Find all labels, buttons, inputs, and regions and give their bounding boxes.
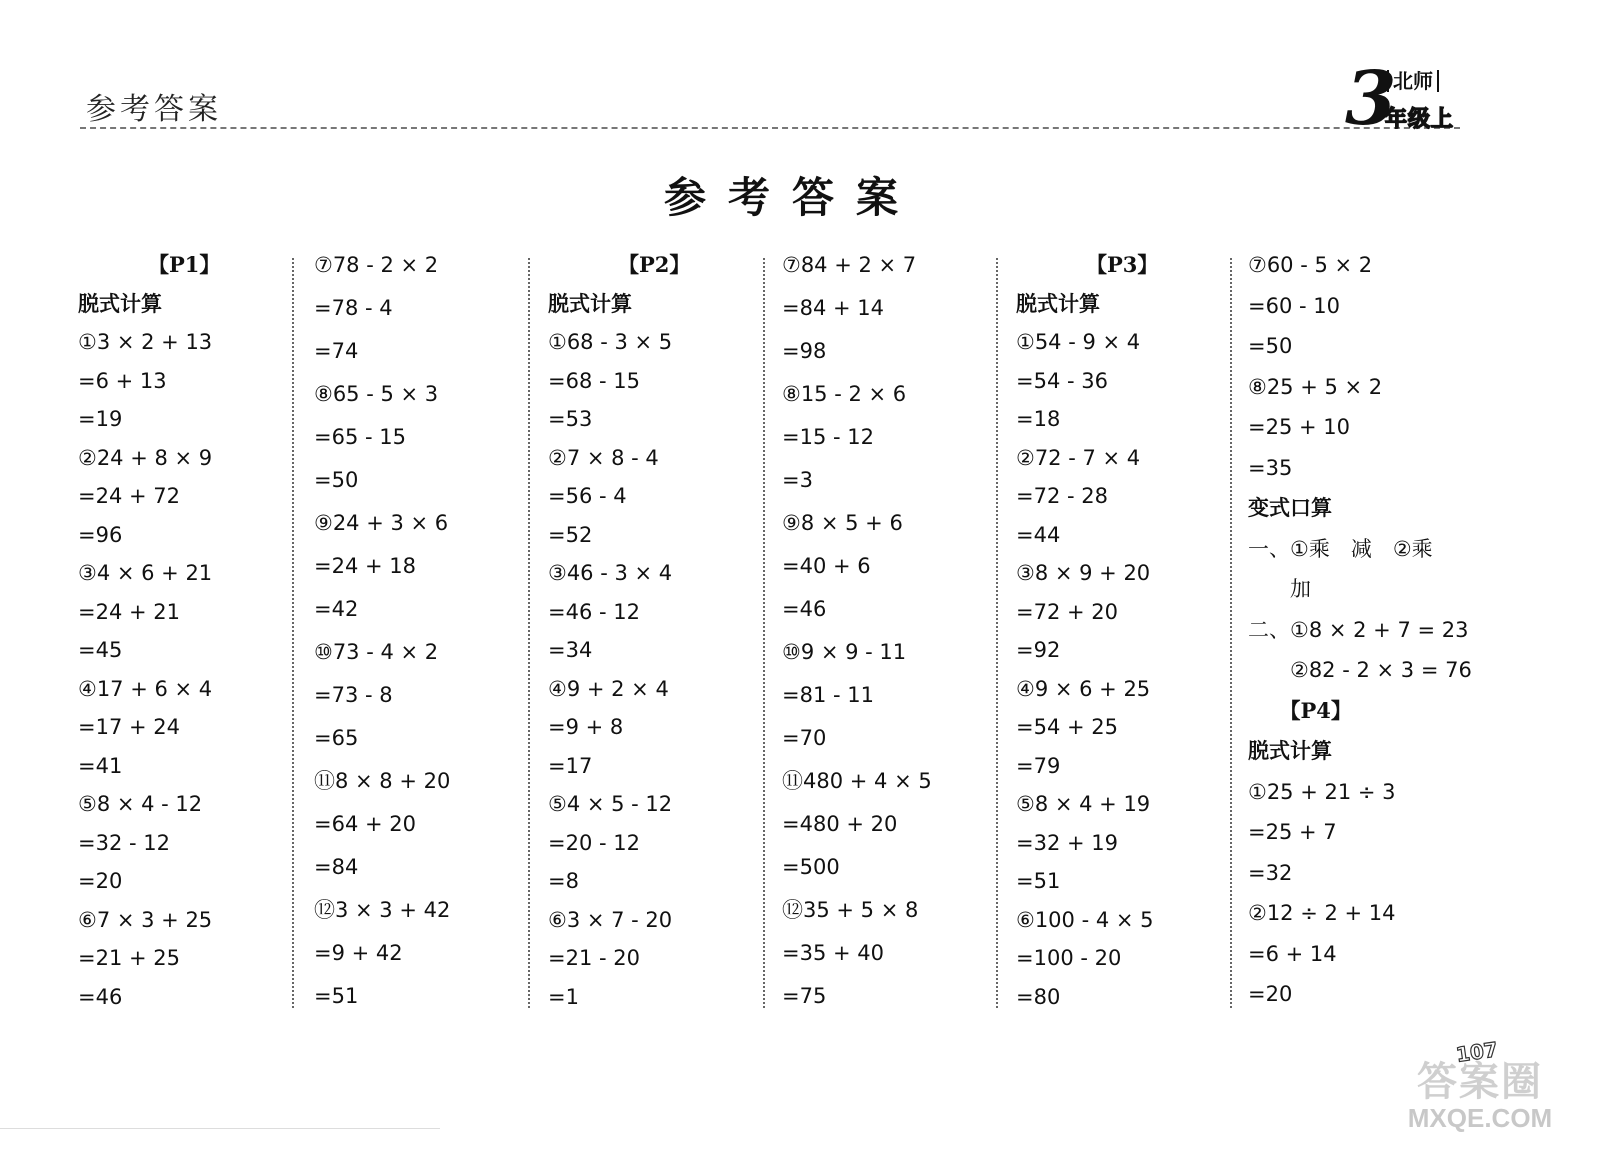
answer-line: =46 — [78, 984, 123, 1009]
answer-line: ④9 + 2 × 4 — [548, 676, 669, 701]
answer-line: =65 - 15 — [314, 425, 406, 449]
answer-line: =40 + 6 — [782, 554, 871, 578]
answer-line: ⑪8 × 8 + 20 — [314, 769, 451, 793]
answer-line: ⑦84 + 2 × 7 — [782, 253, 917, 277]
answer-line: =24 + 21 — [78, 599, 180, 624]
answer-line: ①54 - 9 × 4 — [1016, 330, 1141, 354]
answer-line: =46 — [782, 597, 827, 621]
answer-column-3 — [548, 250, 748, 1010]
answer-line: =35 + 40 — [782, 941, 884, 965]
answer-column-4 — [782, 250, 982, 1010]
subsection-heading: 脱式计算 — [78, 291, 162, 316]
answer-line: ①25 + 21 ÷ 3 — [1248, 779, 1396, 804]
answer-line: =81 - 11 — [782, 683, 874, 707]
subsection-heading: 脱式计算 — [1016, 291, 1100, 316]
section-heading: 【P1】 — [148, 252, 221, 277]
page-number: 107 — [1454, 1037, 1500, 1067]
answer-line: =17 — [548, 753, 593, 778]
answer-line: =35 — [1248, 455, 1293, 480]
answer-line: ⑧25 + 5 × 2 — [1248, 374, 1383, 399]
answer-line: =17 + 24 — [78, 715, 180, 739]
answer-line: ⑨8 × 5 + 6 — [782, 511, 903, 535]
answer-line: =80 — [1016, 984, 1061, 1009]
answer-line: =46 - 12 — [548, 599, 640, 624]
answer-line: =98 — [782, 339, 827, 363]
answer-line: =34 — [548, 638, 593, 662]
answer-line: =32 - 12 — [78, 830, 170, 855]
answer-line: ①3 × 2 + 13 — [78, 330, 213, 354]
answer-line: ①68 - 3 × 5 — [548, 330, 673, 354]
answer-line: =65 — [314, 726, 359, 750]
answer-line: =60 - 10 — [1248, 293, 1340, 318]
page-title: 参考答案 — [663, 173, 920, 222]
answer-line: ④17 + 6 × 4 — [78, 676, 213, 701]
column-divider — [996, 258, 998, 1008]
answer-line: =20 — [1248, 982, 1293, 1006]
answer-line: =25 + 7 — [1248, 820, 1337, 844]
answer-line: ⑦78 - 2 × 2 — [314, 253, 439, 277]
badge-number: 3 — [1345, 56, 1397, 142]
answer-line: =79 — [1016, 753, 1061, 778]
answer-line: ⑫35 + 5 × 8 — [782, 898, 919, 922]
answer-line: =78 - 4 — [314, 296, 393, 320]
answer-line: =32 + 19 — [1016, 830, 1118, 855]
answer-line: =100 - 20 — [1016, 946, 1122, 970]
answer-line: =32 — [1248, 860, 1293, 885]
header-title: 参考答案 — [86, 92, 222, 127]
answer-line: =54 + 25 — [1016, 715, 1118, 739]
answer-line: =84 — [314, 855, 359, 879]
subsection-heading: 脱式计算 — [548, 291, 632, 316]
answer-line: ③46 - 3 × 4 — [548, 561, 673, 585]
answer-line: =64 + 20 — [314, 812, 416, 836]
answer-line: =500 — [782, 855, 840, 879]
answer-line: ⑧15 - 2 × 6 — [782, 382, 907, 406]
answer-line: =51 — [314, 984, 359, 1008]
column-divider — [528, 258, 530, 1008]
answer-line: =20 — [78, 869, 123, 893]
subsection-heading: 变式口算 — [1248, 496, 1332, 520]
answer-line: =84 + 14 — [782, 296, 884, 320]
answer-line: ⑤8 × 4 + 19 — [1016, 792, 1151, 816]
answer-line: =18 — [1016, 407, 1061, 431]
watermark-cn: 答案圈 — [1417, 1060, 1543, 1104]
answer-line: =68 - 15 — [548, 368, 640, 393]
answer-line: ⑩9 × 9 - 11 — [782, 640, 907, 664]
answer-line: =1 — [548, 984, 579, 1009]
answer-line: =75 — [782, 984, 827, 1008]
answer-line: =74 — [314, 339, 359, 363]
answer-line: ⑥100 - 4 × 5 — [1016, 907, 1154, 932]
answer-line: ②7 × 8 - 4 — [548, 445, 659, 470]
answer-line: =480 + 20 — [782, 812, 898, 836]
answer-line: =44 — [1016, 522, 1061, 547]
answer-line: 加 — [1248, 577, 1311, 601]
section-heading: 【P4】 — [1248, 697, 1352, 723]
answer-line: =70 — [782, 726, 827, 750]
answer-line: =25 + 10 — [1248, 415, 1350, 439]
column-divider — [292, 258, 294, 1008]
answer-line: ②82 - 2 × 3 = 76 — [1248, 658, 1472, 682]
answer-line: ⑩73 - 4 × 2 — [314, 640, 439, 664]
answer-line: =50 — [314, 468, 359, 492]
grade-badge — [1345, 56, 1485, 142]
watermark-logo — [1400, 1050, 1560, 1150]
answer-line: =42 — [314, 597, 359, 621]
answer-line: ⑫3 × 3 + 42 — [314, 898, 451, 922]
answer-line: =41 — [78, 753, 123, 778]
section-heading: 【P3】 — [1086, 252, 1159, 277]
answer-line: ⑧65 - 5 × 3 — [314, 382, 439, 406]
column-divider — [1230, 258, 1232, 1008]
answer-line: =92 — [1016, 638, 1061, 662]
answer-line: ②12 ÷ 2 + 14 — [1248, 901, 1396, 925]
answer-line: ④9 × 6 + 25 — [1016, 676, 1151, 701]
answer-line: =6 + 13 — [78, 368, 167, 393]
answer-line: ⑤4 × 5 - 12 — [548, 792, 673, 816]
answer-line: =20 - 12 — [548, 830, 640, 855]
column-divider — [763, 258, 765, 1008]
answer-line: =73 - 8 — [314, 683, 393, 707]
answer-line: =8 — [548, 869, 579, 893]
answer-line: =24 + 18 — [314, 554, 416, 578]
answer-line: ⑤8 × 4 - 12 — [78, 792, 203, 816]
answer-line: ②72 - 7 × 4 — [1016, 445, 1141, 470]
answer-column-6 — [1248, 250, 1472, 1010]
answer-column-1 — [78, 250, 278, 1010]
answer-line: =54 - 36 — [1016, 368, 1108, 393]
answer-line: ③4 × 6 + 21 — [78, 561, 213, 585]
answer-line: 二、①8 × 2 + 7 = 23 — [1248, 617, 1469, 642]
answer-line: ⑥7 × 3 + 25 — [78, 907, 213, 932]
answer-line: ③8 × 9 + 20 — [1016, 561, 1151, 585]
answer-line: =24 + 72 — [78, 484, 180, 508]
bottom-rule — [0, 1128, 440, 1129]
answer-line: ②24 + 8 × 9 — [78, 445, 213, 470]
answer-line: =45 — [78, 638, 123, 662]
answer-line: =19 — [78, 407, 123, 431]
answer-line: =3 — [782, 468, 813, 492]
badge-grade: 年级上 — [1385, 107, 1455, 132]
answer-line: ⑪480 + 4 × 5 — [782, 769, 932, 793]
subsection-heading: 脱式计算 — [1248, 739, 1332, 763]
answer-line: ⑨24 + 3 × 6 — [314, 511, 449, 535]
answer-line: =52 — [548, 522, 593, 547]
answer-line: =50 — [1248, 334, 1293, 358]
badge-edition: 北师 — [1387, 70, 1439, 92]
answer-line: =6 + 14 — [1248, 941, 1337, 966]
answer-line: =15 - 12 — [782, 425, 874, 449]
answer-column-5 — [1016, 250, 1216, 1010]
answer-line: =51 — [1016, 869, 1061, 893]
answer-line: ⑦60 - 5 × 2 — [1248, 253, 1373, 277]
section-heading: 【P2】 — [618, 252, 691, 277]
answer-line: =21 - 20 — [548, 946, 640, 970]
answer-column-2 — [314, 250, 514, 1010]
header-divider — [80, 127, 1460, 129]
answer-line: =56 - 4 — [548, 484, 627, 508]
answer-line: =9 + 42 — [314, 941, 403, 965]
answer-line: =72 + 20 — [1016, 599, 1118, 624]
answer-line: =9 + 8 — [548, 715, 624, 739]
answer-line: 一、①乘 减 ②乘 — [1248, 536, 1433, 561]
watermark-en: MXQE.COM — [1407, 1103, 1553, 1133]
answer-line: ⑥3 × 7 - 20 — [548, 907, 673, 932]
answer-line: =72 - 28 — [1016, 484, 1108, 508]
answer-line: =96 — [78, 522, 123, 547]
answer-line: =53 — [548, 407, 593, 431]
answer-line: =21 + 25 — [78, 946, 180, 970]
